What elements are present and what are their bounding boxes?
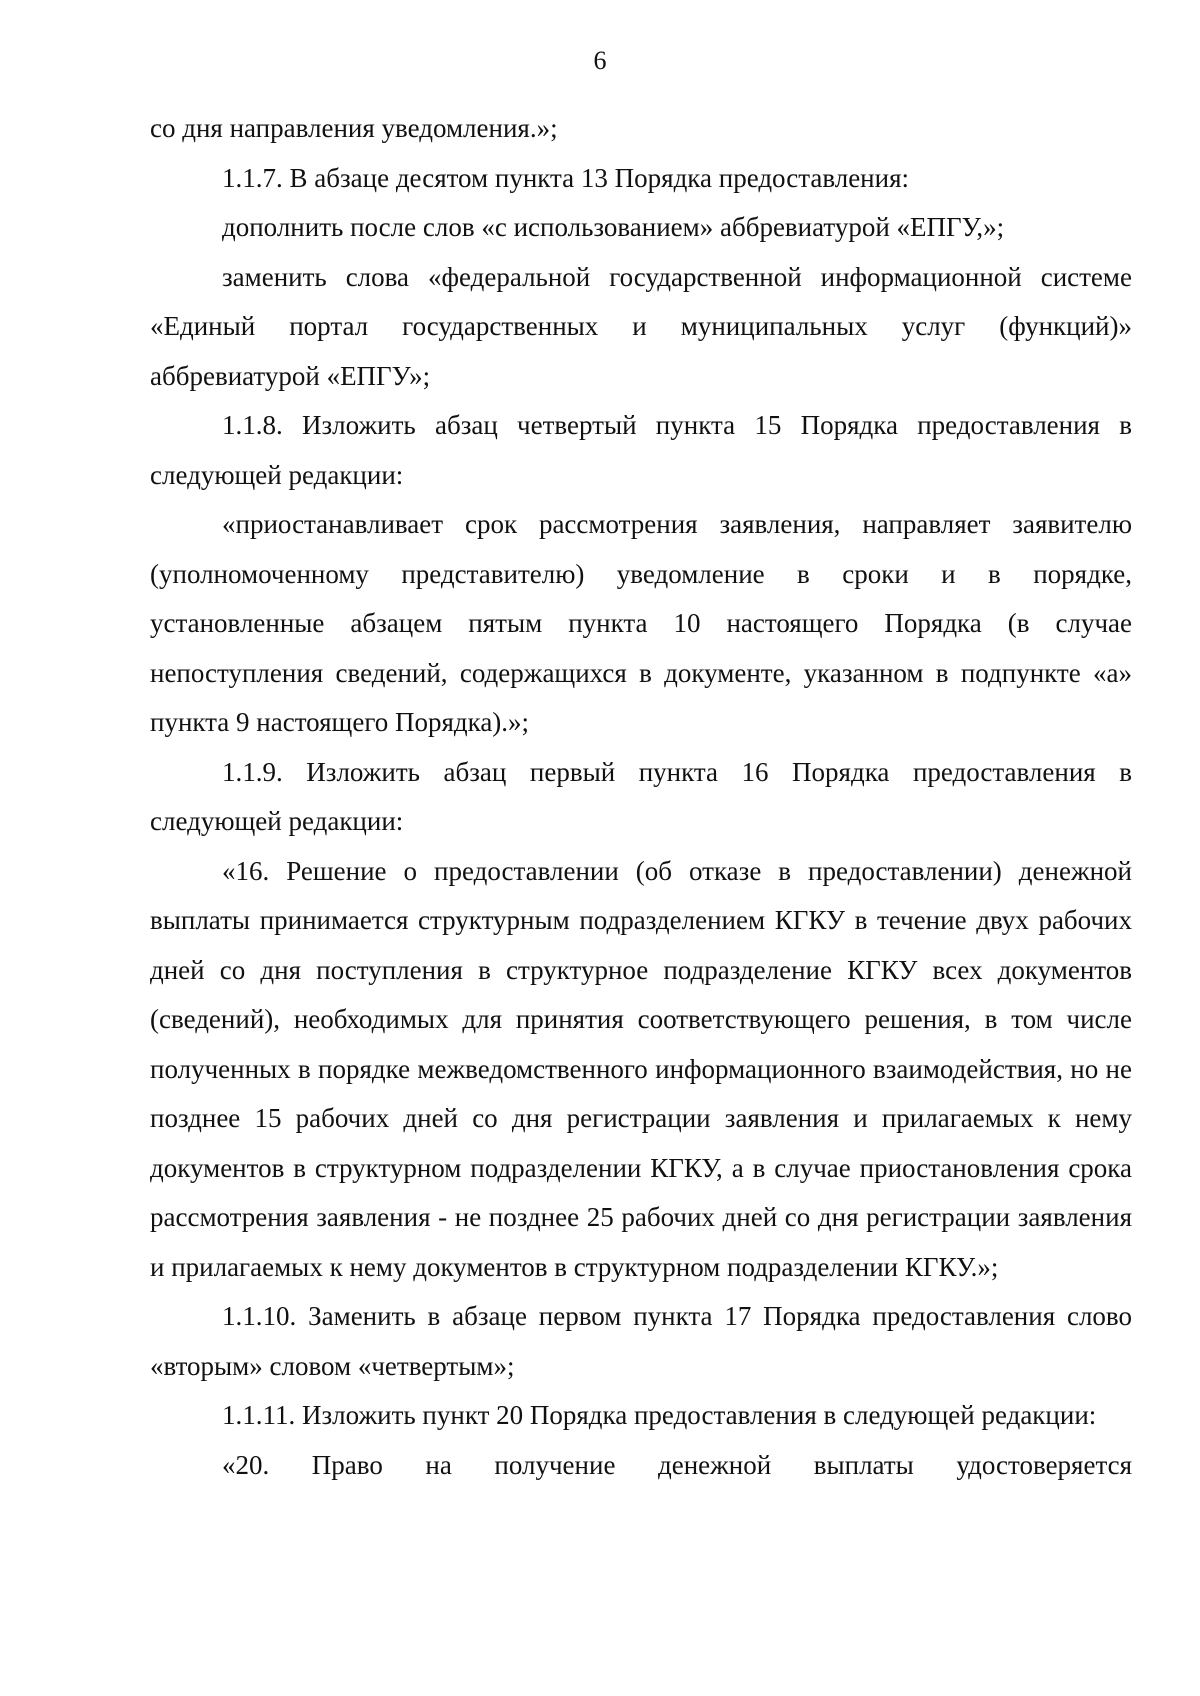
page-number: 6	[593, 46, 607, 75]
paragraph-continuation: со дня направления уведомления.»;	[150, 113, 558, 143]
paragraph-add-abbreviation: дополнить после слов «с использованием» аббревиатурой «ЕПГУ,»;	[222, 212, 1005, 242]
paragraph-item-1-1-7: 1.1.7. В абзаце десятом пункта 13 Порядка предоставления:	[222, 162, 909, 193]
paragraph-item-1-1-10: 1.1.10. Заменить в абзаце первом пункта 17 Порядка предоставления слово «вторым» словом «четвертым»;	[150, 1301, 1132, 1381]
paragraph-suspend-term: «приостанавливает срок рассмотрения заявления, направляет заявителю (уполномоченному представителю) уведомление в сроки и в порядке, установленные абзацем пятым пункта 10 настоящего Порядка (в случае непоступления сведений, содержащихся в документе, указанном в подпункте «а» пункта 9 настоящего Порядка).»;	[150, 509, 1132, 737]
document-body	[150, 104, 1132, 1490]
paragraph-item-1-1-8: 1.1.8. Изложить абзац четвертый пункта 15 Порядка предоставления в следующей редакции:	[150, 410, 1132, 490]
paragraph-item-1-1-11: 1.1.11. Изложить пункт 20 Порядка предоставления в следующей редакции:	[222, 1400, 1097, 1430]
paragraph-decision-16: «16. Решение о предоставлении (об отказе в предоставлении) денежной выплаты принимается структурным подразделением КГКУ в течение двух рабочих дней со дня поступления в структурное подразделение КГКУ всех документов (сведений), необходимых для принятия соответствующего решения, в том числе полученных в порядке межведомственного информационного взаимодействия, но не позднее 15 рабочих дней со дня регистрации заявления и прилагаемых к нему документов в структурном подразделении КГКУ, а в случае приостановления срока рассмотрения заявления - не позднее 25 рабочих дней со дня регистрации заявления и прилагаемых к нему документов в структурном подразделении КГКУ.»;	[150, 855, 1132, 1282]
paragraph-right-20: «20. Право на получение денежной выплаты удостоверяется	[222, 1449, 1132, 1480]
paragraph-replace-words: заменить слова «федеральной государственной информационной системе «Единый портал государственных и муниципальных услуг (функций)» аббревиатурой «ЕПГУ»;	[150, 261, 1132, 391]
paragraph-item-1-1-9: 1.1.9. Изложить абзац первый пункта 16 Порядка предоставления в следующей редакции:	[150, 756, 1132, 836]
